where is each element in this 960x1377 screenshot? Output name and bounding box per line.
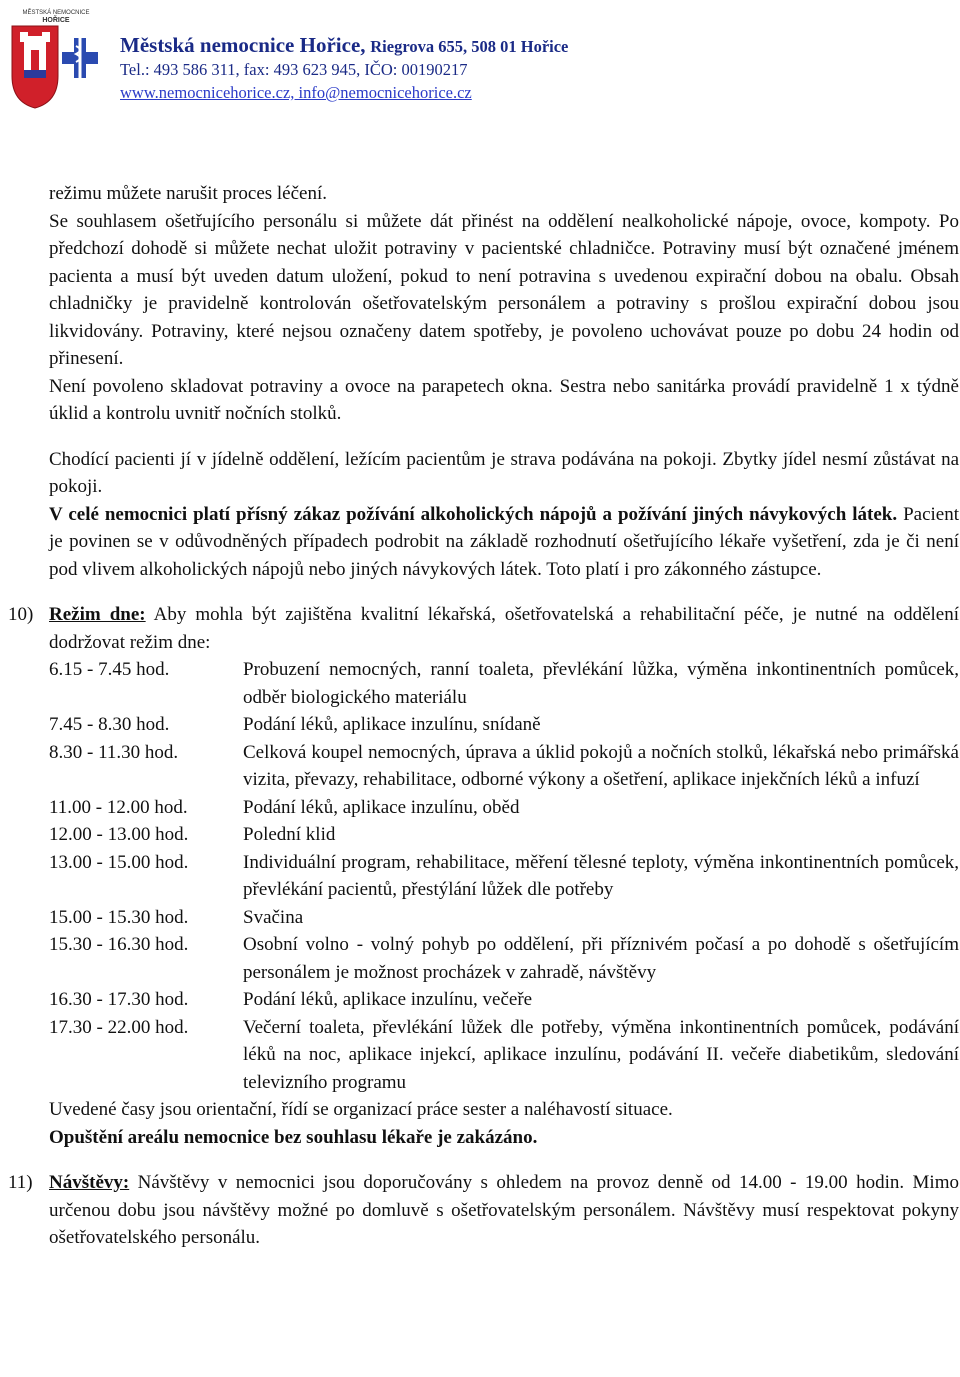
schedule-desc: Svačina: [243, 906, 304, 928]
schedule-row: [49, 849, 959, 904]
web-email-link[interactable]: www.nemocnicehorice.cz, info@nemocnicehorice.cz: [120, 83, 472, 102]
schedule-row: [49, 821, 959, 849]
paragraph: Se souhlasem ošetřujícího personálu si můžete dát přinést na oddělení nealkoholické nápoje, ovoce, kompoty. Po předchozí dohodě si můžete nechat uložit potraviny v pacientské chladničce. Potraviny musí být označené jménem pacienta a musí být uveden datum uložení, pokud to není potravina s uvedenou expirační dobou na obalu. Obsah chladničky je pravidelně kontrolován ošetřovatelským personálem a potraviny s prošlou expirační dobou jsou likvidovány. Potraviny, které nejsou označeny datem spotřeby, je povoleno uchovávat pouze po dobu 24 hodin od přinesení.: [49, 210, 959, 369]
schedule-time: 15.00 - 15.30 hod.: [49, 906, 189, 928]
hospital-crest-logo: [6, 6, 106, 110]
schedule-desc: Osobní volno - volný pohyb po oddělení, při příznivém počasí a po dohodě s ošetřujícím personálem je možnost procházek v zahradě, návštěvy: [243, 934, 959, 983]
svg-text:MĚSTSKÁ NEMOCNICE: MĚSTSKÁ NEMOCNICE: [22, 10, 90, 16]
hospital-address: Riegrova 655, 508 01 Hořice: [370, 37, 569, 56]
section-10: [8, 601, 959, 1151]
svg-text:HOŘICE: HOŘICE: [42, 17, 70, 24]
daily-schedule: [49, 656, 959, 1096]
schedule-desc: Individuální program, rehabilitace, měření tělesné teploty, výměna inkontinentních pomůcek, převlékání pacientů, přestýlání lůžek dle potřeby: [243, 851, 959, 900]
paragraph: [49, 501, 959, 584]
contact-line: Tel.: 493 586 311, fax: 493 623 945, IČO: 00190217: [120, 60, 468, 79]
section-text: Návštěvy v nemocnici jsou doporučovány s ohledem na provoz denně od 14.00 - 19.00 hodin. Mimo určenou dobu jsou návštěvy možné po domluvě s ošetřovatelským personálem. Návštěvy musí respektovat pokyny ošetřovatelského personálu.: [49, 1172, 959, 1248]
paragraph-text: Pacient je povinen se v odůvodněných případech podrobit na základě rozhodnutí ošetřujícího lékaře vyšetření, zda je či není pod vlivem alkoholických nápojů nebo jiných návykových látek. Toto platí i pro zákonného zástupce.: [49, 503, 959, 580]
schedule-desc: Večerní toaleta, převlékání lůžek dle potřeby, výměna inkontinentních pomůcek, podávání léků na noc, aplikace injekcí, aplikace inzulínu, podávání II. večeře diabetikům, sledování televizního programu: [243, 1016, 959, 1093]
schedule-desc: Podání léků, aplikace inzulínu, oběd: [243, 796, 520, 818]
section-number: 10): [8, 604, 34, 625]
schedule-row: [49, 656, 959, 711]
schedule-time: 15.30 - 16.30 hod.: [49, 934, 189, 955]
schedule-time: 6.15 - 7.45 hod.: [49, 659, 170, 680]
schedule-desc: Probuzení nemocných, ranní toaleta, převlékání lůžka, výměna inkontinentních pomůcek, odběr biologického materiálu: [243, 659, 959, 708]
schedule-time: 7.45 - 8.30 hod.: [49, 714, 170, 735]
paragraph: režimu můžete narušit proces léčení.: [49, 183, 328, 204]
schedule-row: [49, 739, 959, 794]
schedule-note: Uvedené časy jsou orientační, řídí se organizací práce sester a naléhavostí situace.: [49, 1099, 673, 1120]
schedule-row: [49, 904, 959, 932]
hospital-name: Městská nemocnice Hořice,: [120, 33, 366, 57]
schedule-desc: Podání léků, aplikace inzulínu, večeře: [243, 989, 533, 1010]
section-number: 11): [8, 1172, 33, 1193]
schedule-row: [49, 931, 959, 986]
paragraph: Není povoleno skladovat potraviny a ovoce na parapetech okna. Sestra nebo sanitárka provádí pravidelně 1 x týdně úklid a kontrolu uvnitř nočních stolků.: [49, 375, 959, 424]
leave-warning: Opuštění areálu nemocnice bez souhlasu lékaře je zakázáno.: [49, 1126, 538, 1148]
letterhead: [0, 0, 960, 120]
schedule-time: 12.00 - 13.00 hod.: [49, 824, 189, 845]
schedule-time: 11.00 - 12.00 hod.: [49, 796, 188, 818]
section-title: Návštěvy:: [49, 1172, 130, 1193]
schedule-row: [49, 711, 959, 739]
section-text: Aby mohla být zajištěna kvalitní lékařská, ošetřovatelská a rehabilitační péče, je nutné na oddělení dodržovat režim dne:: [49, 604, 959, 653]
schedule-row: [49, 794, 959, 822]
document-body: [8, 180, 959, 1252]
schedule-row: [49, 986, 959, 1014]
schedule-row: [49, 1014, 959, 1097]
paragraph: Chodící pacienti jí v jídelně oddělení, ležícím pacientům je strava podávána na pokoji. Zbytky jídel nesmí zůstávat na pokoji.: [49, 448, 959, 497]
alcohol-ban: V celé nemocnici platí přísný zákaz požívání alkoholických nápojů a požívání jiných návykových látek.: [49, 503, 898, 525]
schedule-desc: Polední klid: [243, 824, 336, 845]
schedule-time: 16.30 - 17.30 hod.: [49, 989, 189, 1010]
schedule-time: 8.30 - 11.30 hod.: [49, 741, 179, 763]
section-title: Režim dne:: [49, 604, 146, 625]
schedule-desc: Celková koupel nemocných, úprava a úklid pokojů a nočních stolků, lékařská nebo primářská vizita, převazy, rehabilitace, odborné výkony a ošetření, aplikace injekčních léků a infuzí: [243, 741, 959, 790]
schedule-time: 17.30 - 22.00 hod.: [49, 1016, 189, 1038]
schedule-time: 13.00 - 15.00 hod.: [49, 851, 189, 873]
section-11: [8, 1169, 959, 1252]
schedule-desc: Podání léků, aplikace inzulínu, snídaně: [243, 714, 541, 735]
